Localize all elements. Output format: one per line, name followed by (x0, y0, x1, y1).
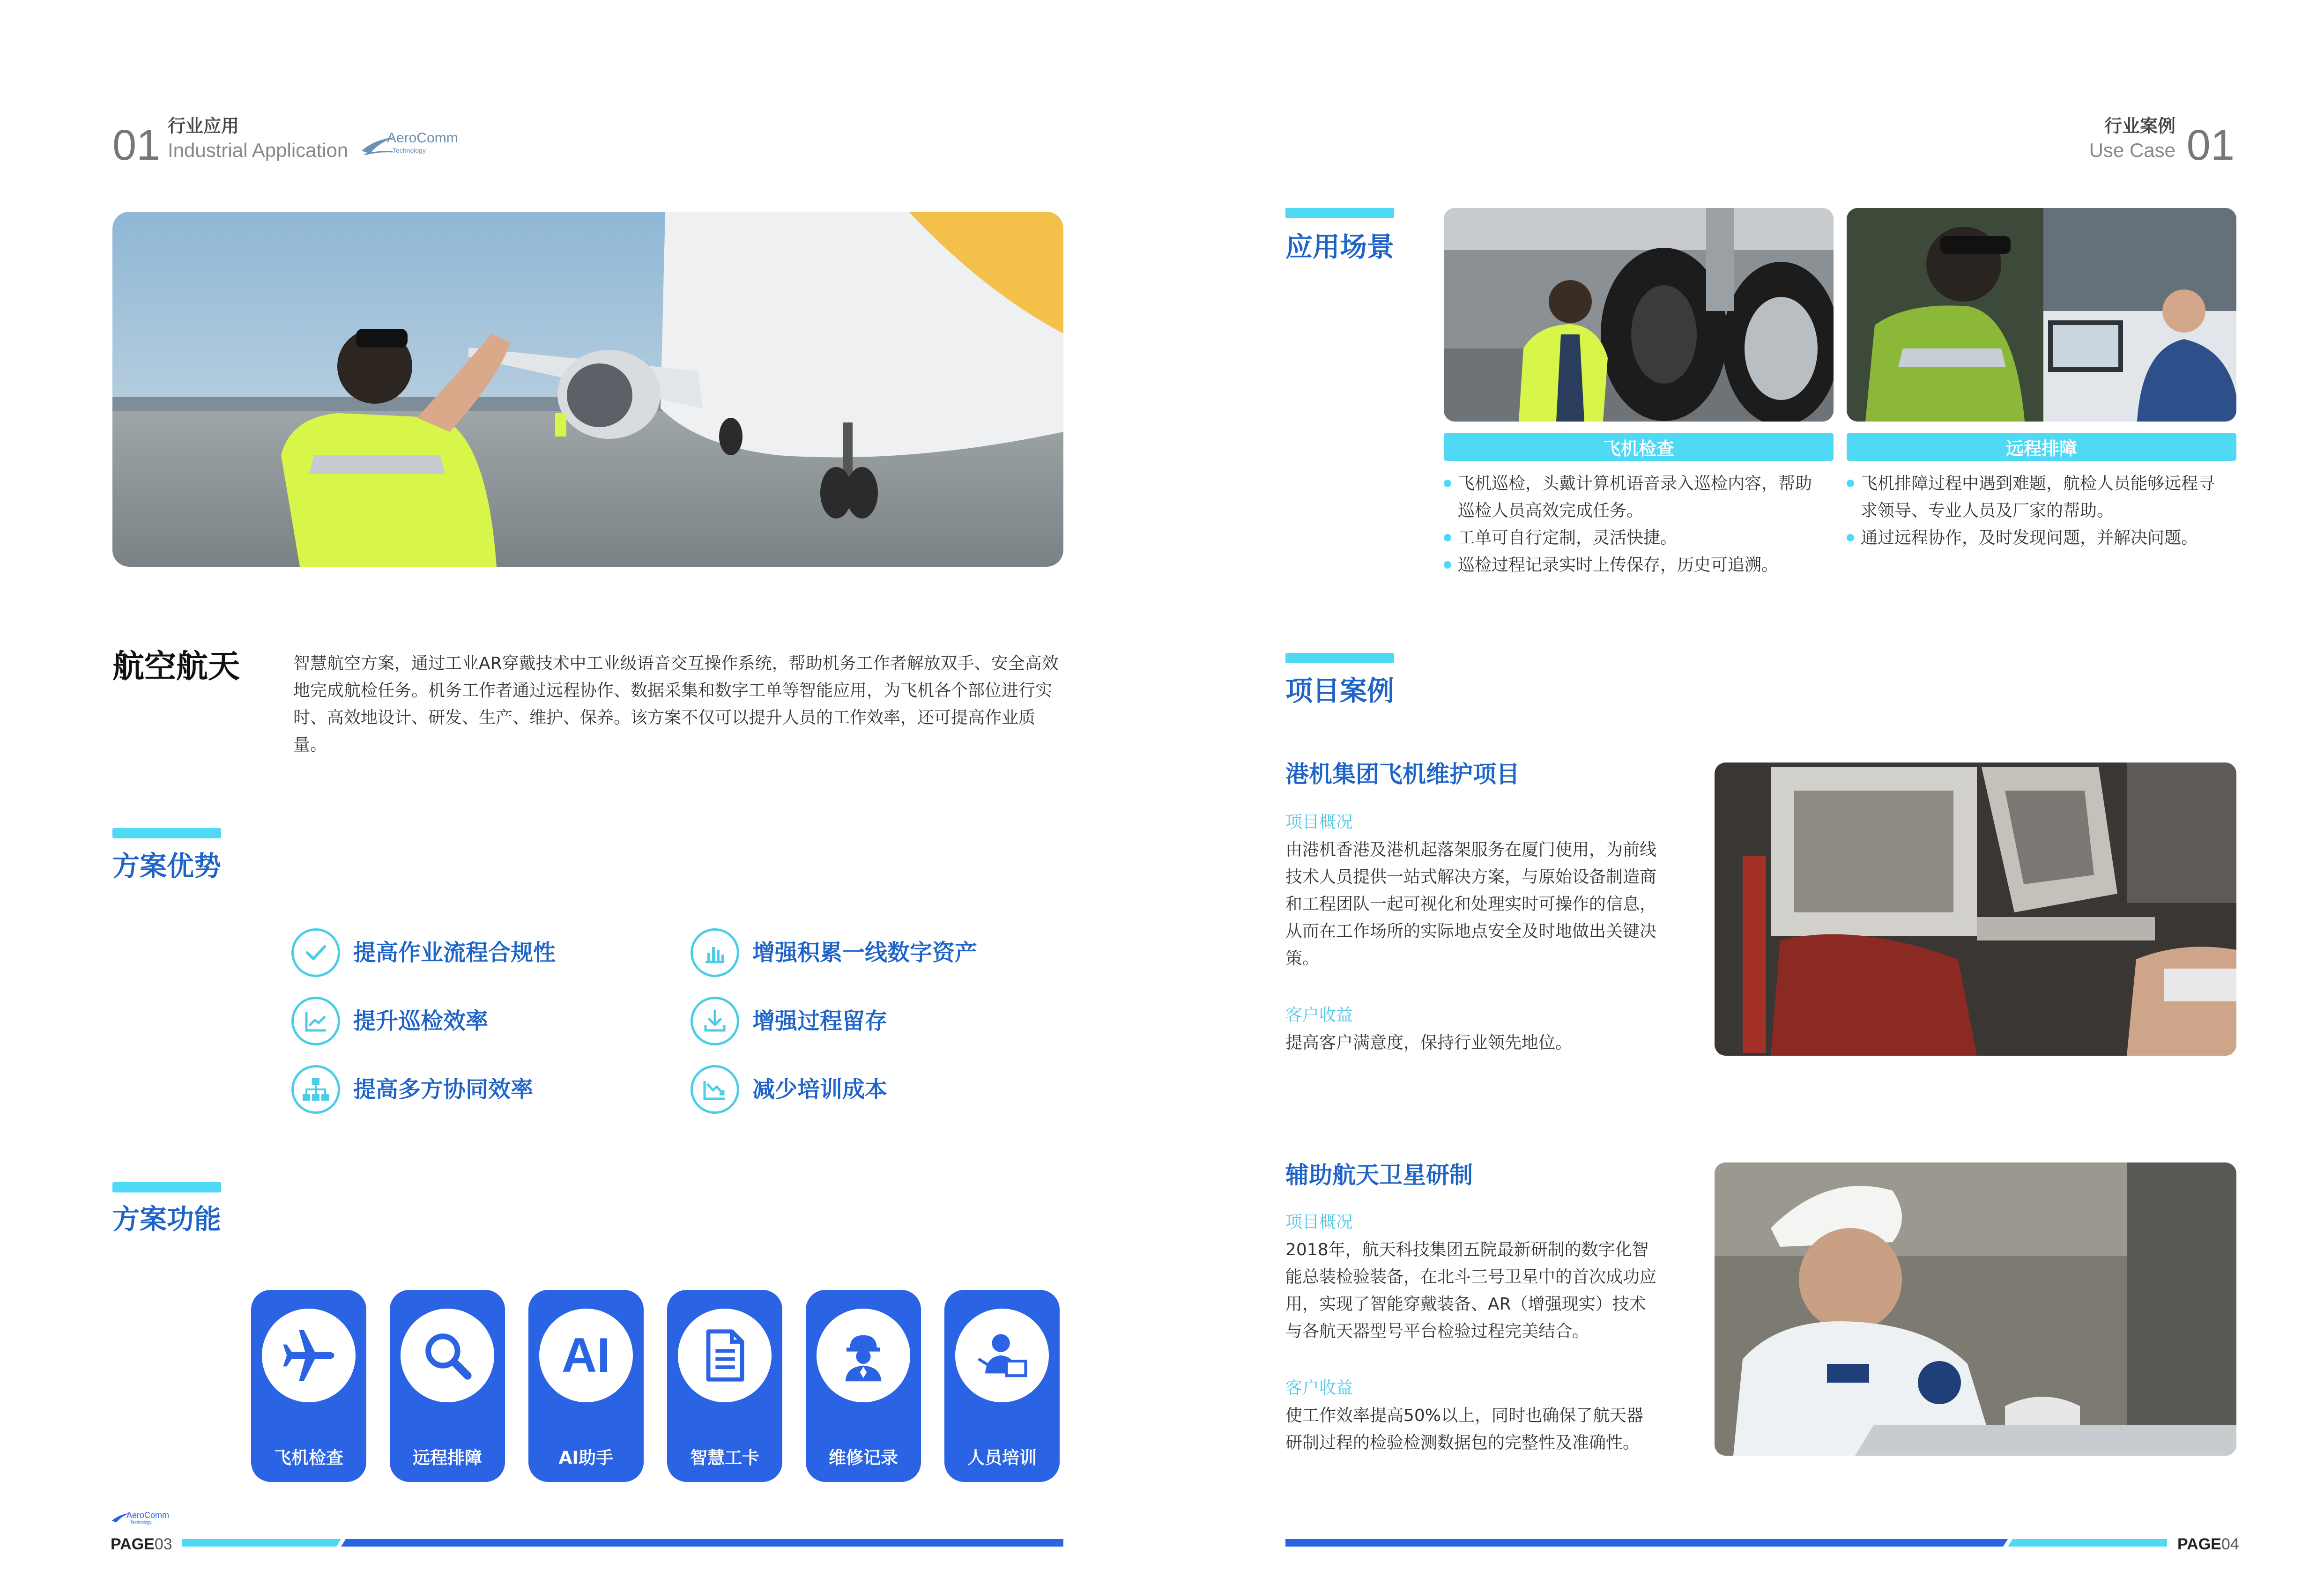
org-chart-icon (291, 1065, 340, 1114)
aerocomm-logo (360, 126, 472, 159)
scene-label-inspection: 飞机检查 (1444, 433, 1834, 461)
advantage-item (291, 928, 556, 977)
aviation-description: 智慧航空方案，通过工业AR穿戴技术中工业级语音交互操作系统，帮助机务工作者解放双手、安全高效地完成航检任务。机务工作者通过远程协作、数据采集和数字工单等智能应用，为飞机各个部位进行实时、高效地设计、研发、生产、维护、保养。该方案不仅可以提升人员的工作效率，还可提高作业质量。 (293, 654, 1059, 755)
function-label: AI助手 (558, 1448, 614, 1468)
case-photo-aircraft-maintenance (1715, 763, 2236, 1056)
worker-icon (817, 1309, 910, 1402)
bullet-dot-icon (1444, 534, 1451, 541)
ai-icon-text: AI (562, 1328, 610, 1383)
left-footer-bar-light (182, 1539, 341, 1547)
bullet-dot-icon (1847, 480, 1854, 487)
cases-section-bar (1285, 653, 1394, 663)
logo-subtext: Technology (393, 147, 426, 154)
cases-section-title: 项目案例 (1285, 675, 1395, 707)
document-icon (678, 1309, 772, 1402)
function-label: 人员培训 (967, 1448, 1037, 1468)
footer-logo-subtext: Technology (130, 1520, 152, 1525)
scene-bullet: 通过远程协作，及时发现问题，并解决问题。 (1847, 525, 2217, 552)
hero-airplane-photo (112, 212, 1063, 567)
right-footer-bar-light (2008, 1539, 2167, 1547)
left-page-number (111, 1536, 172, 1552)
function-card[interactable] (390, 1290, 505, 1482)
scene-bullets-inspection (1444, 470, 1814, 579)
bullet-dot-icon (1444, 480, 1451, 487)
advantage-label: 提高作业流程合规性 (353, 940, 556, 966)
advantage-label: 提升巡检效率 (353, 1008, 489, 1034)
left-header-title-en: Industrial Application (168, 139, 349, 161)
right-page-value: 04 (2221, 1535, 2239, 1553)
right-header (2061, 117, 2235, 169)
case-overview-label: 项目概况 (1285, 1213, 1353, 1232)
function-label: 维修记录 (829, 1448, 898, 1468)
left-header-title-cn: 行业应用 (168, 116, 239, 136)
scene-bullet: 飞机排障过程中遇到难题，航检人员能够远程寻求领导、专业人员及厂家的帮助。 (1847, 470, 2217, 525)
advantage-item (691, 928, 977, 977)
case-benefit: 使工作效率提高50%以上，同时也确保了航天器研制过程的检验检测数据包的完整性及准确性。 (1285, 1406, 1644, 1452)
scene-label-remote: 远程排障 (1847, 433, 2236, 461)
advantages-section-bar (112, 828, 221, 838)
aviation-title: 航空航天 (112, 648, 240, 685)
advantage-label: 减少培训成本 (752, 1076, 888, 1103)
advantage-item (691, 997, 887, 1045)
right-header-title-cn: 行业案例 (2104, 116, 2176, 136)
function-card[interactable] (806, 1290, 921, 1482)
right-footer-bar-dark (1285, 1539, 2008, 1547)
function-card[interactable] (944, 1290, 1060, 1482)
right-page-label: PAGE (2177, 1535, 2221, 1553)
functions-section-title: 方案功能 (112, 1203, 222, 1235)
trainer-icon (955, 1309, 1049, 1402)
function-label: 远程排障 (413, 1448, 482, 1468)
case-benefit-label: 客户收益 (1285, 1006, 1353, 1025)
right-header-title-en: Use Case (2089, 139, 2176, 161)
case-benefit: 提高客户满意度，保持行业领先地位。 (1285, 1033, 1573, 1052)
case-overview: 2018年，航天科技集团五院最新研制的数字化智能总装检验装备，在北斗三号卫星中的首次成功应用，实现了智能穿戴装备、AR（增强现实）技术与各航天器型号平台检验过程完美结合。 (1285, 1240, 1657, 1341)
left-header (112, 117, 487, 169)
scenes-section-title: 应用场景 (1285, 231, 1395, 263)
case-title: 辅助航天卫星研制 (1285, 1162, 1473, 1189)
case-benefit-label: 客户收益 (1285, 1378, 1353, 1398)
bar-chart-icon (691, 928, 739, 977)
bullet-dot-icon (1847, 534, 1854, 541)
right-header-number: 01 (2186, 121, 2235, 169)
airplane-icon (262, 1309, 356, 1402)
case-overview-label: 项目概况 (1285, 813, 1353, 832)
scene-bullet: 巡检过程记录实时上传保存，历史可追溯。 (1444, 552, 1814, 579)
scene-bullets-remote (1847, 470, 2217, 552)
advantage-label: 增强积累一线数字资产 (752, 940, 978, 966)
scene-bullet: 飞机巡检，头戴计算机语音录入巡检内容，帮助巡检人员高效完成任务。 (1444, 470, 1814, 525)
function-card[interactable] (667, 1290, 782, 1482)
scenes-section-bar (1285, 208, 1394, 218)
case-overview: 由港机香港及港机起落架服务在厦门使用，为前线技术人员提供一站式解决方案，与原始设备制造商和工程团队一起可视化和处理实时可操作的信息，从而在工作场所的实际地点安全及时地做出关键决策。 (1285, 840, 1657, 968)
case-title: 港机集团飞机维护项目 (1285, 761, 1520, 788)
scene-bullet: 工单可自行定制，灵活快捷。 (1444, 525, 1814, 552)
scene-photo-remote (1847, 208, 2236, 422)
advantage-label: 增强过程留存 (752, 1008, 888, 1034)
ai-icon (539, 1309, 633, 1402)
left-page-value: 03 (154, 1535, 172, 1553)
footer-logo-name: AeroComm (126, 1510, 170, 1520)
left-footer-bar-dark (341, 1539, 1063, 1547)
advantage-item (291, 997, 488, 1045)
left-header-number: 01 (112, 121, 161, 169)
function-card[interactable] (528, 1290, 644, 1482)
logo-name: AeroComm (387, 130, 458, 146)
download-icon (691, 997, 739, 1045)
footer-logo (111, 1509, 204, 1528)
left-page-label: PAGE (111, 1535, 155, 1553)
functions-section-bar (112, 1182, 221, 1192)
magnifier-icon (401, 1309, 494, 1402)
scene-photo-inspection (1444, 208, 1834, 422)
advantage-label: 提高多方协同效率 (353, 1076, 534, 1103)
bullet-dot-icon (1444, 561, 1451, 569)
check-circle-icon (291, 928, 340, 977)
function-label: 智慧工卡 (690, 1448, 759, 1468)
function-card[interactable] (251, 1290, 366, 1482)
advantages-section-title: 方案优势 (112, 850, 222, 882)
advantage-item (291, 1065, 533, 1114)
trend-down-icon (691, 1065, 739, 1114)
right-page-number (2177, 1536, 2239, 1552)
function-label: 飞机检查 (274, 1448, 343, 1468)
advantage-item (691, 1065, 887, 1114)
line-chart-icon (291, 997, 340, 1045)
case-photo-satellite (1715, 1162, 2236, 1456)
